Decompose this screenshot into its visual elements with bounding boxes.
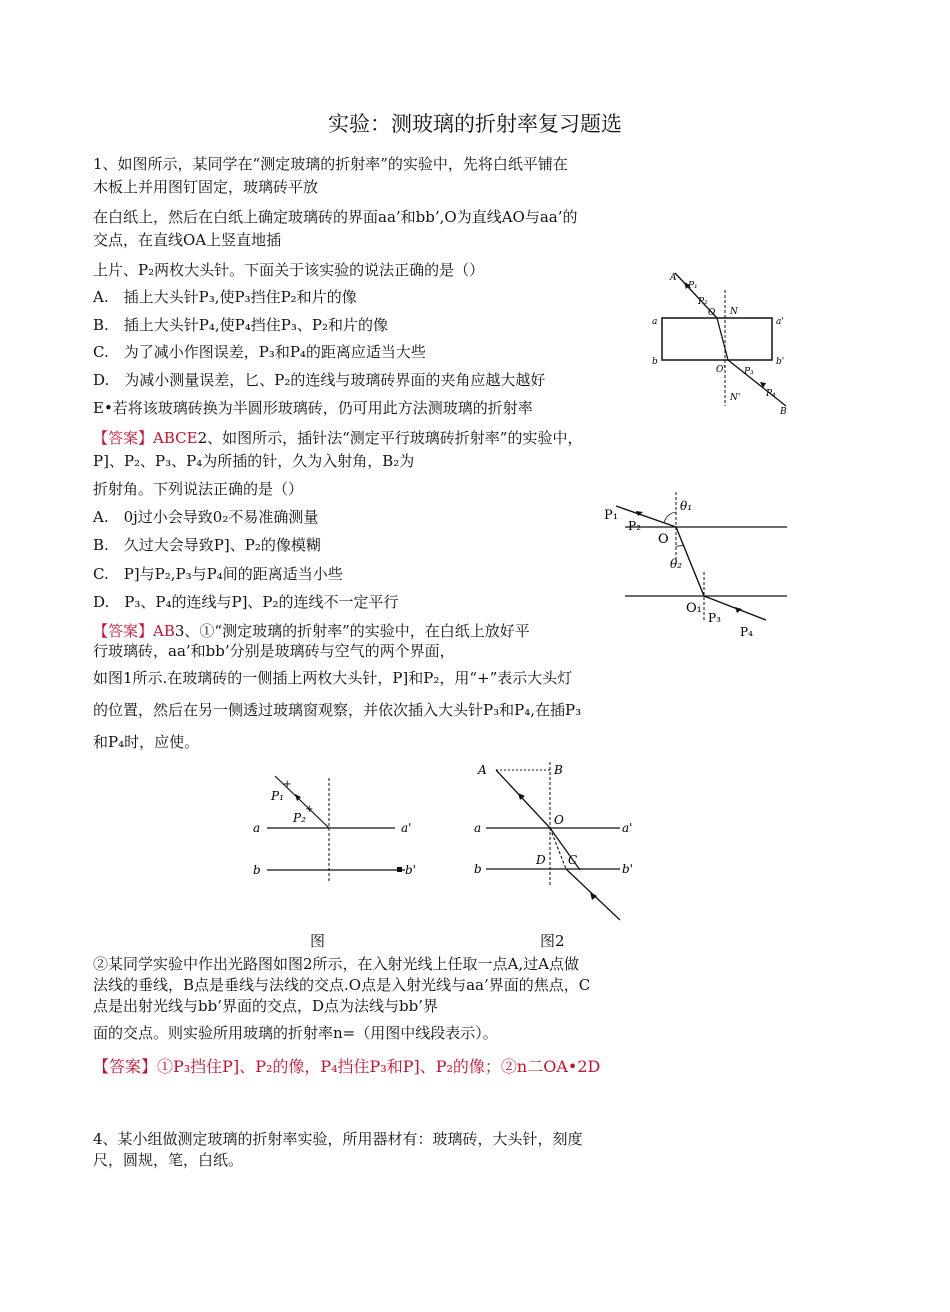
q1-option-e: E•若将该玻璃砖换为半圆形玻璃砖，仍可用此方法测玻璃的折射率 [93,399,533,417]
fig2-label-P3: P₃ [708,611,721,625]
q3-line1: 3、①“测定玻璃的折射率”的实验中，在白纸上放好平 [174,622,530,640]
pin-mark-1: + [283,779,292,790]
fig2-caption: 图2 [540,932,565,950]
q3-figure-1 [245,770,425,890]
q1-line1: 1、如图所示，某同学在“测定玻璃的折射率”的实验中，先将白纸平铺在 [93,155,568,173]
fig3-1-label-P1: P₁ [271,789,284,803]
fig1-label-b-prime: b' [776,357,785,367]
fig1-label-b: b [652,357,658,367]
fig2-label-theta2: θ₂ [670,557,683,571]
fig1-label-a-prime: a' [776,317,784,327]
angle-arc-2 [676,545,684,546]
fig1-caption: 图 [310,932,326,950]
q1-option-d: D. 为减小测量误差，匕、P₂的连线与玻璃砖界面的夹角应越大越好 [93,371,546,389]
q1-option-c: C. 为了减小作图误差，P₃和P₄的距离应适当大些 [93,343,426,361]
fig1-label-P2: P₂ [698,297,708,307]
refracted-ray [550,828,566,869]
fig3-2-label-B: B [554,763,563,777]
q2-answer: 【答案】AB [93,622,175,640]
glass-block [662,318,772,360]
q2-option-c: C. P]与P₂,P₃与P₄间的距离适当小些 [93,565,343,583]
q4-line1: 4、某小组做测定玻璃的折射率实验，所用器材有：玻璃砖，大头针，刻度 [93,1130,583,1148]
fig3-2-label-A: A [478,763,487,777]
q3-figure-2 [470,760,650,925]
fig3-2-label-b: b [474,862,482,876]
q1-line4: 交点，在直线OA上竖直地插 [93,231,282,249]
fig3-1-label-b-prime: b' [405,863,416,877]
q2-line3: 折射角。下列说法正确的是（） [93,480,304,498]
q2-refraction-figure [600,490,795,638]
fig2-label-P4: P₄ [740,625,753,638]
q2-option-a: A. 0j过小会导致0₂不易准确测量 [93,508,319,526]
q3-line2: 行玻璃砖，aa’和bb’分别是玻璃砖与空气的两个界面， [93,642,455,660]
q3-answer: 【答案】①P₃挡住P]、P₂的像，P₄挡住P₃和P]、P₂的像；②n二OA•2D [93,1057,601,1076]
q3-line3: 如图1所示.在玻璃砖的一侧插上两枚大头针，P]和P₂，用“+”表示大头灯 [93,669,573,687]
q1-line2: 木板上并用图钉固定，玻璃砖平放 [93,178,319,196]
pin-mark-2: + [305,804,314,815]
incident-ray [496,770,550,828]
q1-line3: 在白纸上，然后在白纸上确定玻璃砖的界面aa’和bb’,O为直线AO与aa’的 [93,208,578,226]
fig2-label-O: O [658,532,669,547]
fig2-label-P2: P₂ [628,519,641,533]
q2-line2: P]、P₂、P₃、P₄为所插的针，久为入射角，B₂为 [93,452,415,470]
fig3-2-label-O: O [554,813,564,827]
q1-option-a: A. 插上大头针P₃,使P₃挡住P₂和片的像 [93,288,357,306]
fig3-2-label-b-prime: b' [622,862,633,876]
fig3-2-label-a-prime: a' [622,821,633,835]
q3-part2-line1: ②某同学实验中作出光路图如图2所示，在入射光线上任取一点A,过A点做 [93,955,579,973]
page-title: 实验：测玻璃的折射率复习题选 [328,112,622,136]
fig3-1-label-b: b [253,863,261,877]
refracted-ray [717,318,728,360]
q3-part2-line2: 法线的垂线，B点是垂线与法线的交点.O点是入射光线与aa’界面的焦点，C [93,976,591,994]
q3-part2-line4: 面的交点。则实验所用玻璃的折射率n=（用图中线段表示）。 [93,1024,498,1042]
fig1-label-A: A [670,273,677,283]
fig2-label-theta1: θ₁ [680,499,693,513]
q1-line5: 上片、P₂两枚大头针。下面关于该实验的说法正确的是（） [93,261,485,279]
fig3-2-label-C: C [568,853,578,867]
arrow-icon [590,892,597,900]
q2-option-d: D. P₃、P₄的连线与P]、P₂的连线不一定平行 [93,593,399,611]
fig1-label-N-prime: N' [730,393,741,403]
fig1-label-O-prime: O' [716,365,726,375]
angle-arc-1 [664,512,676,523]
fig1-label-a: a [652,317,658,327]
q1-refraction-figure [640,268,800,416]
q3-line4: 的位置，然后在另一侧透过玻璃窗观察，并依次插入大头针P₃和P₄,在插P₃ [93,701,582,719]
fig3-1-label-a-prime: a' [401,821,412,835]
q3-line5: 和P₄时，应使。 [93,733,200,751]
fig1-label-P3: P₃ [744,367,754,377]
q2-option-b: B. 久过大会导致P]、P₂的像模糊 [93,536,321,554]
fig1-label-P4: P₄ [766,389,776,399]
fig3-2-label-D: D [536,853,546,867]
q4-line2: 尺，圆规，笔，白纸。 [93,1151,244,1169]
q1-option-b: B. 插上大头针P₄,使P₄挡住P₃、P₂和片的像 [93,316,388,334]
fig2-label-P1: P₁ [604,508,618,523]
q1-answer-q2-line1 [93,427,582,450]
q2-line1: 2、如图所示，插针法“测定平行玻璃砖折射率”的实验中， [197,429,583,447]
q3-part2-line3: 点是出射光线与bb’界面的交点，D点为法线与bb’界 [93,997,438,1015]
fig2-label-O1: O₁ [686,601,702,616]
fig1-label-O: O [708,308,716,318]
pin-marker [397,867,402,872]
fig3-1-label-P2: P₂ [293,811,306,825]
fig3-1-label-a: a [253,821,261,835]
fig1-label-P1: P₁ [688,281,698,291]
fig1-label-N: N [730,307,738,317]
arrow-icon [760,382,766,388]
fig3-2-label-a: a [474,821,482,835]
q1-answer: 【答案】ABCE [93,429,198,447]
fig1-label-B: B [780,407,787,416]
arrow-icon [518,793,525,800]
